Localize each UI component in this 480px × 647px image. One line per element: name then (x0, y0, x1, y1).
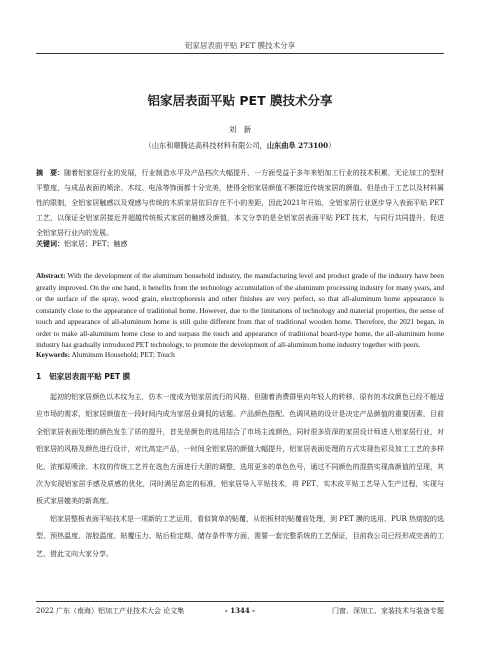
body-paragraph: 铝家居整板表面平贴技术是一项新的工艺运用，看似简单的贴覆，从铝板材的贴覆前处理，到 PET 膜的选用、PUR 热熔胶的选型、预热温度、溶胶温度、贴覆压力、贴后检定期、储存条件等方面，需要一套完整系统的工艺保证，目前我公司已经形成完善的工艺，借此文向大家分享。 (36, 514, 444, 558)
body-paragraph: 起初的铝家居颜色以木纹为主，仿木一度成为铝家居流行的风格，但随着消费群里向年轻人的转移，原有的木纹颜色已经不能适应市场的需求，铝家居颜值在一段时间内成为家居业调侃的话题。产品颜色搭配、色调风格的设计是决定产品颜值的重要因素，目前全铝家居表面处理的颜色发生了质的提升，首先是颜色的选用结合了市场主流颜色，同时很多资深的家居设计师进入铝家居行业，对铝家居的风格及颜色进行设计，对比高定产品，一时间全铝家居的颜值大幅提升，铝家居表面处理的方式实现色彩及加工工艺的多样化，浓郁原喷涂、木纹的传统工艺并在选色方面进行大胆的调整，选用更多的单色色号，通过不同颜色的混搭实现高颜值的呈现，其次为实现铝家居手感及质感的优化，同时满足高定的标准，铝家居导入平贴技术，将 PET、实木皮平贴工艺导入生产过程，实现与板式家居媲美的新高度。 (36, 393, 444, 506)
paper-title: 铝家居表面平贴 PET 膜技术分享 (147, 93, 333, 108)
affiliation-place: 山东曲阜 273100 (266, 141, 329, 150)
abstract-english-label: Abstract: (36, 271, 66, 280)
affiliation-org: （山东和顺腾达高科技材料有限公司， (144, 141, 267, 150)
footer-rule (36, 601, 444, 602)
abstract-chinese (36, 166, 444, 241)
header-rule (36, 53, 444, 54)
keywords-chinese-text: 铝家居；PET；触感 (64, 240, 128, 248)
keywords-english-label: Keywords: (36, 350, 71, 359)
abstract-chinese-label: 摘 要： (36, 169, 65, 177)
keywords-english-text: Aluminum Household; PET; Touch (70, 350, 175, 359)
keywords-chinese (36, 239, 444, 249)
footer-topic: 门窗、深加工、家装技术与装备专题 (332, 607, 444, 615)
body-text (36, 389, 444, 563)
page-number: - 1344 - (224, 606, 256, 615)
abstract-english (36, 270, 444, 351)
author-affiliation (0, 141, 480, 151)
abstract-chinese-text: 随着铝家居行业的发展，行业制造水平及产品档次大幅提升，一方面受益于多年来铝加工行业的技术积累，无论加工的型材平整度，与成品表面的喷涂、木纹、电泳等饰面都十分完美，使得全铝家居颜值不断接近传统家居的颜值。但是由于工艺以及材料属性的限制，全铝家居触感以及观感与传统的木质家居依旧存在不小的差距，因此2021年开始，全铝家居行业逐步导入表面平贴 PET 工艺，以保证全铝家居接近并超越传统板式家居的触感及颜值，本文分享的是全铝家居表面平贴 PET 技术，与同行共同提升，促进全铝家居行业内的发展。 (36, 169, 444, 237)
affiliation-close: ） (328, 141, 336, 150)
abstract-english-text: With the development of the aluminum household industry, the manufacturing level and product grade of the industry have been greatly improved. On the one hand, it benefits from the technology accumulation of the aluminum processing industry for many years, and or the surface of the spray, wood grain, electrophoresis and other finishes are very perfect, so that all-aluminum home appearance is constantly close to the appearance of traditional home. However, due to the limitations of technology and material properties, the sense of touch and appearance of all-aluminum home is still quite different from that of traditional wooden home. Therefore, the 2021 began, in order to make all-aluminum home close to and surpass the touch and appearance of traditional board-type home, the all-aluminum home industry has gradually introduced PET technology, to promote the development of all-aluminum home industry together with peers. (36, 271, 444, 349)
author-name: 刘 新 (228, 125, 252, 134)
keywords-english (36, 350, 444, 359)
footer-proceedings: 2022 广东（南海）铝加工产业技术大会 论文集 (36, 607, 185, 615)
section-title: 铝家居表面平贴 PET 膜 (49, 372, 131, 381)
section-number: 1 (36, 372, 42, 381)
running-header: 铝家居表面平贴 PET 膜技术分享 (184, 41, 296, 50)
section-heading (36, 371, 130, 382)
keywords-chinese-label: 关键词： (36, 240, 64, 248)
